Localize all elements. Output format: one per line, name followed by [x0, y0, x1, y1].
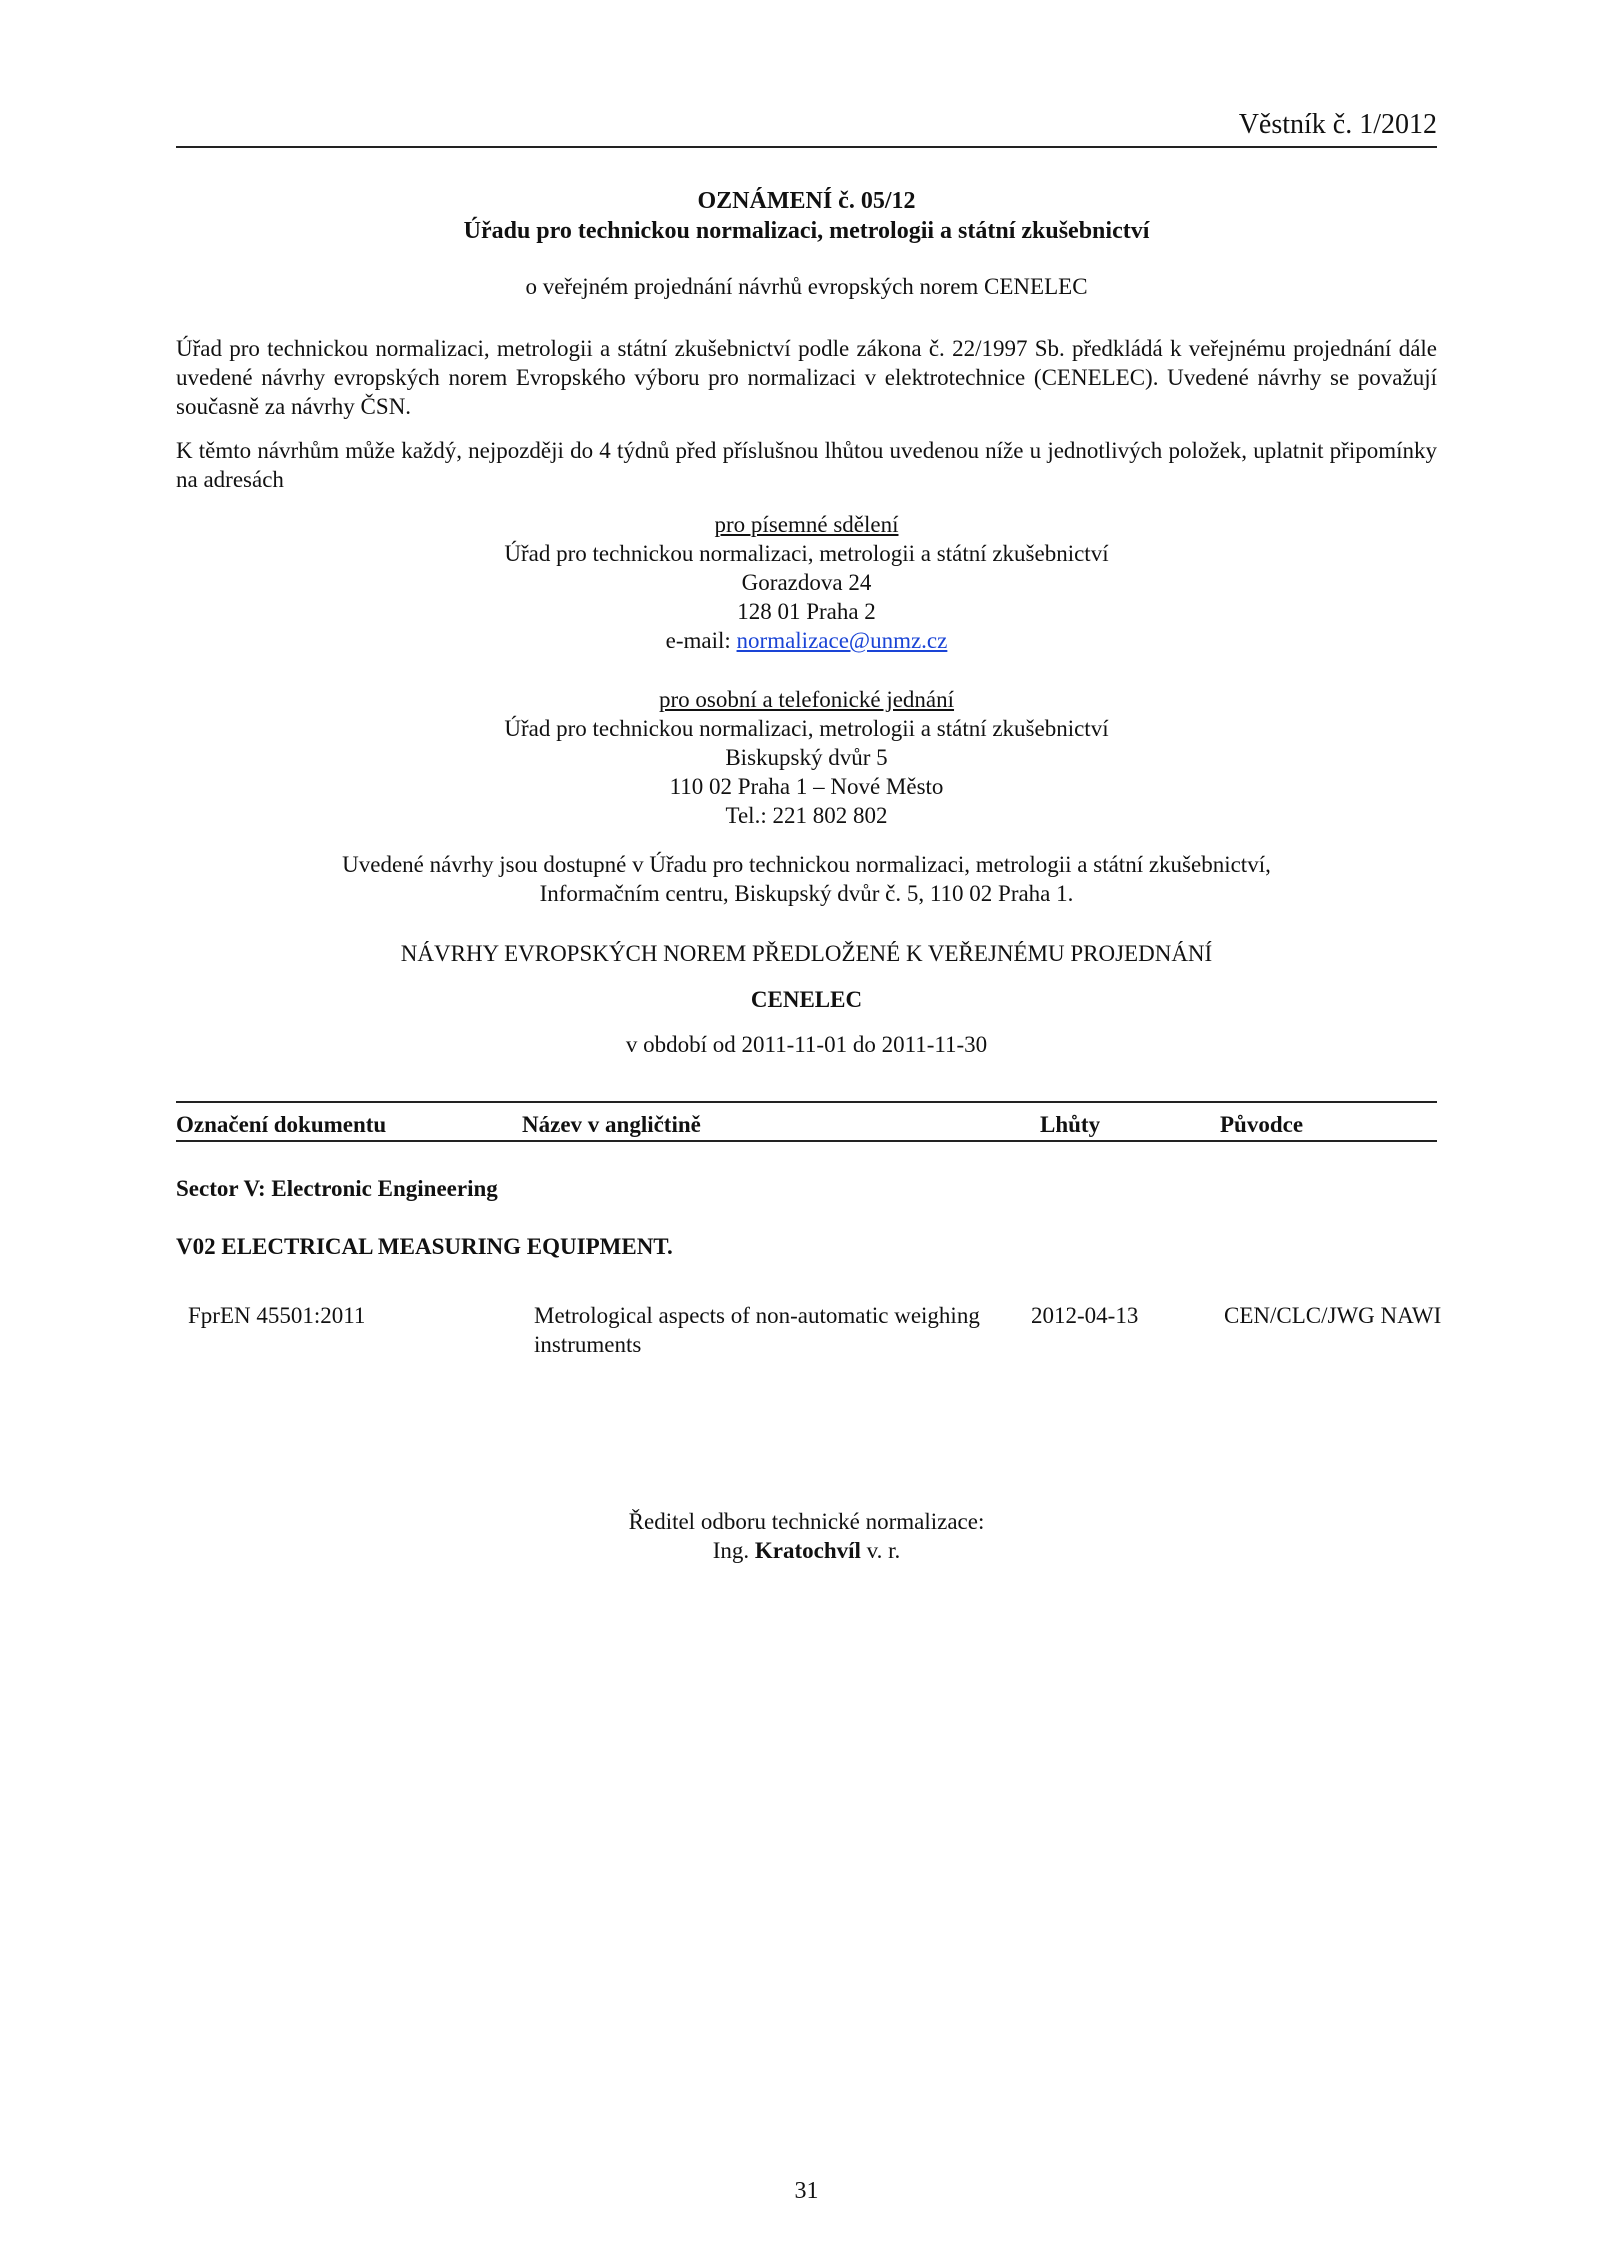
group-heading: V02 ELECTRICAL MEASURING EQUIPMENT.: [176, 1234, 673, 1259]
personal-address-city: 110 02 Praha 1 – Nové Město: [669, 774, 944, 799]
comments-paragraph: K těmto návrhům může každý, nejpozději do 4 týdnů před příslušnou lhůtou uvedenou níže u jednotlivých položek, uplatnit připomínky na adresách: [176, 438, 1437, 492]
row-deadline: 2012-04-13: [1031, 1303, 1139, 1328]
signature-suffix: v. r.: [860, 1538, 901, 1563]
personal-address-phone: Tel.: 221 802 802: [725, 803, 888, 828]
table-top-rule: [176, 1101, 1437, 1103]
table-header-rule: [176, 1140, 1437, 1142]
written-address-org: Úřad pro technickou normalizaci, metrologii a státní zkušebnictví: [504, 541, 1109, 566]
personal-address-heading: pro osobní a telefonické jednání: [658, 687, 955, 712]
column-header-document: Označení dokumentu: [176, 1112, 387, 1137]
row-title-line-2: instruments: [534, 1332, 642, 1357]
notice-issuer: Úřadu pro technickou normalizaci, metrologii a státní zkušebnictví: [463, 218, 1150, 244]
section-heading: NÁVRHY EVROPSKÝCH NOREM PŘEDLOŽENÉ K VEŘEJNÉMU PROJEDNÁNÍ: [400, 941, 1213, 966]
written-address-city: 128 01 Praha 2: [737, 599, 876, 624]
intro-paragraph: Úřad pro technickou normalizaci, metrologii a státní zkušebnictví podle zákona č. 22/1997 Sb. předkládá k veřejnému projednání dále uvedené návrhy evropských norem Evropského výboru pro normalizaci v elektrotechnice (CENELEC). Uvedené návrhy se považují současně za návrhy ČSN.: [176, 336, 1437, 419]
column-header-title: Název v angličtině: [522, 1112, 701, 1137]
section-organization: CENELEC: [750, 987, 863, 1012]
email-label: e-mail:: [665, 628, 737, 653]
signature-prefix: Ing.: [712, 1538, 755, 1563]
written-address-email-line: [176, 626, 1437, 655]
journal-header: Věstník č. 1/2012: [1238, 109, 1437, 140]
notice-title: OZNÁMENÍ č. 05/12: [697, 188, 916, 214]
column-header-deadline: Lhůty: [1040, 1112, 1101, 1137]
personal-address-street: Biskupský dvůr 5: [725, 745, 888, 770]
section-period: v období od 2011-11-01 do 2011-11-30: [625, 1032, 988, 1057]
signature-role: Ředitel odboru technické normalizace:: [628, 1509, 985, 1534]
page-number: 31: [794, 2178, 819, 2204]
personal-address-org: Úřad pro technickou normalizaci, metrologii a státní zkušebnictví: [504, 716, 1109, 741]
signature-name: Kratochvíl: [754, 1538, 861, 1563]
availability-line-1: Uvedené návrhy jsou dostupné v Úřadu pro technickou normalizaci, metrologii a státní zkušebnictví,: [342, 852, 1271, 877]
notice-subtitle: o veřejném projednání návrhů evropských norem CENELEC: [525, 274, 1088, 299]
availability-line-2: Informačním centru, Biskupský dvůr č. 5, 110 02 Praha 1.: [539, 881, 1074, 906]
signature-name-line: [176, 1536, 1437, 1565]
written-address-street: Gorazdova 24: [741, 570, 872, 595]
email-link[interactable]: normalizace@unmz.cz: [736, 628, 948, 653]
header-rule: [176, 146, 1437, 148]
column-header-originator: Původce: [1220, 1112, 1304, 1137]
row-document: FprEN 45501:2011: [188, 1303, 366, 1328]
row-originator: CEN/CLC/JWG NAWI: [1224, 1303, 1442, 1328]
row-title-line-1: Metrological aspects of non-automatic weighing: [534, 1303, 980, 1328]
sector-heading: Sector V: Electronic Engineering: [176, 1176, 498, 1201]
written-address-heading: pro písemné sdělení: [714, 512, 899, 537]
